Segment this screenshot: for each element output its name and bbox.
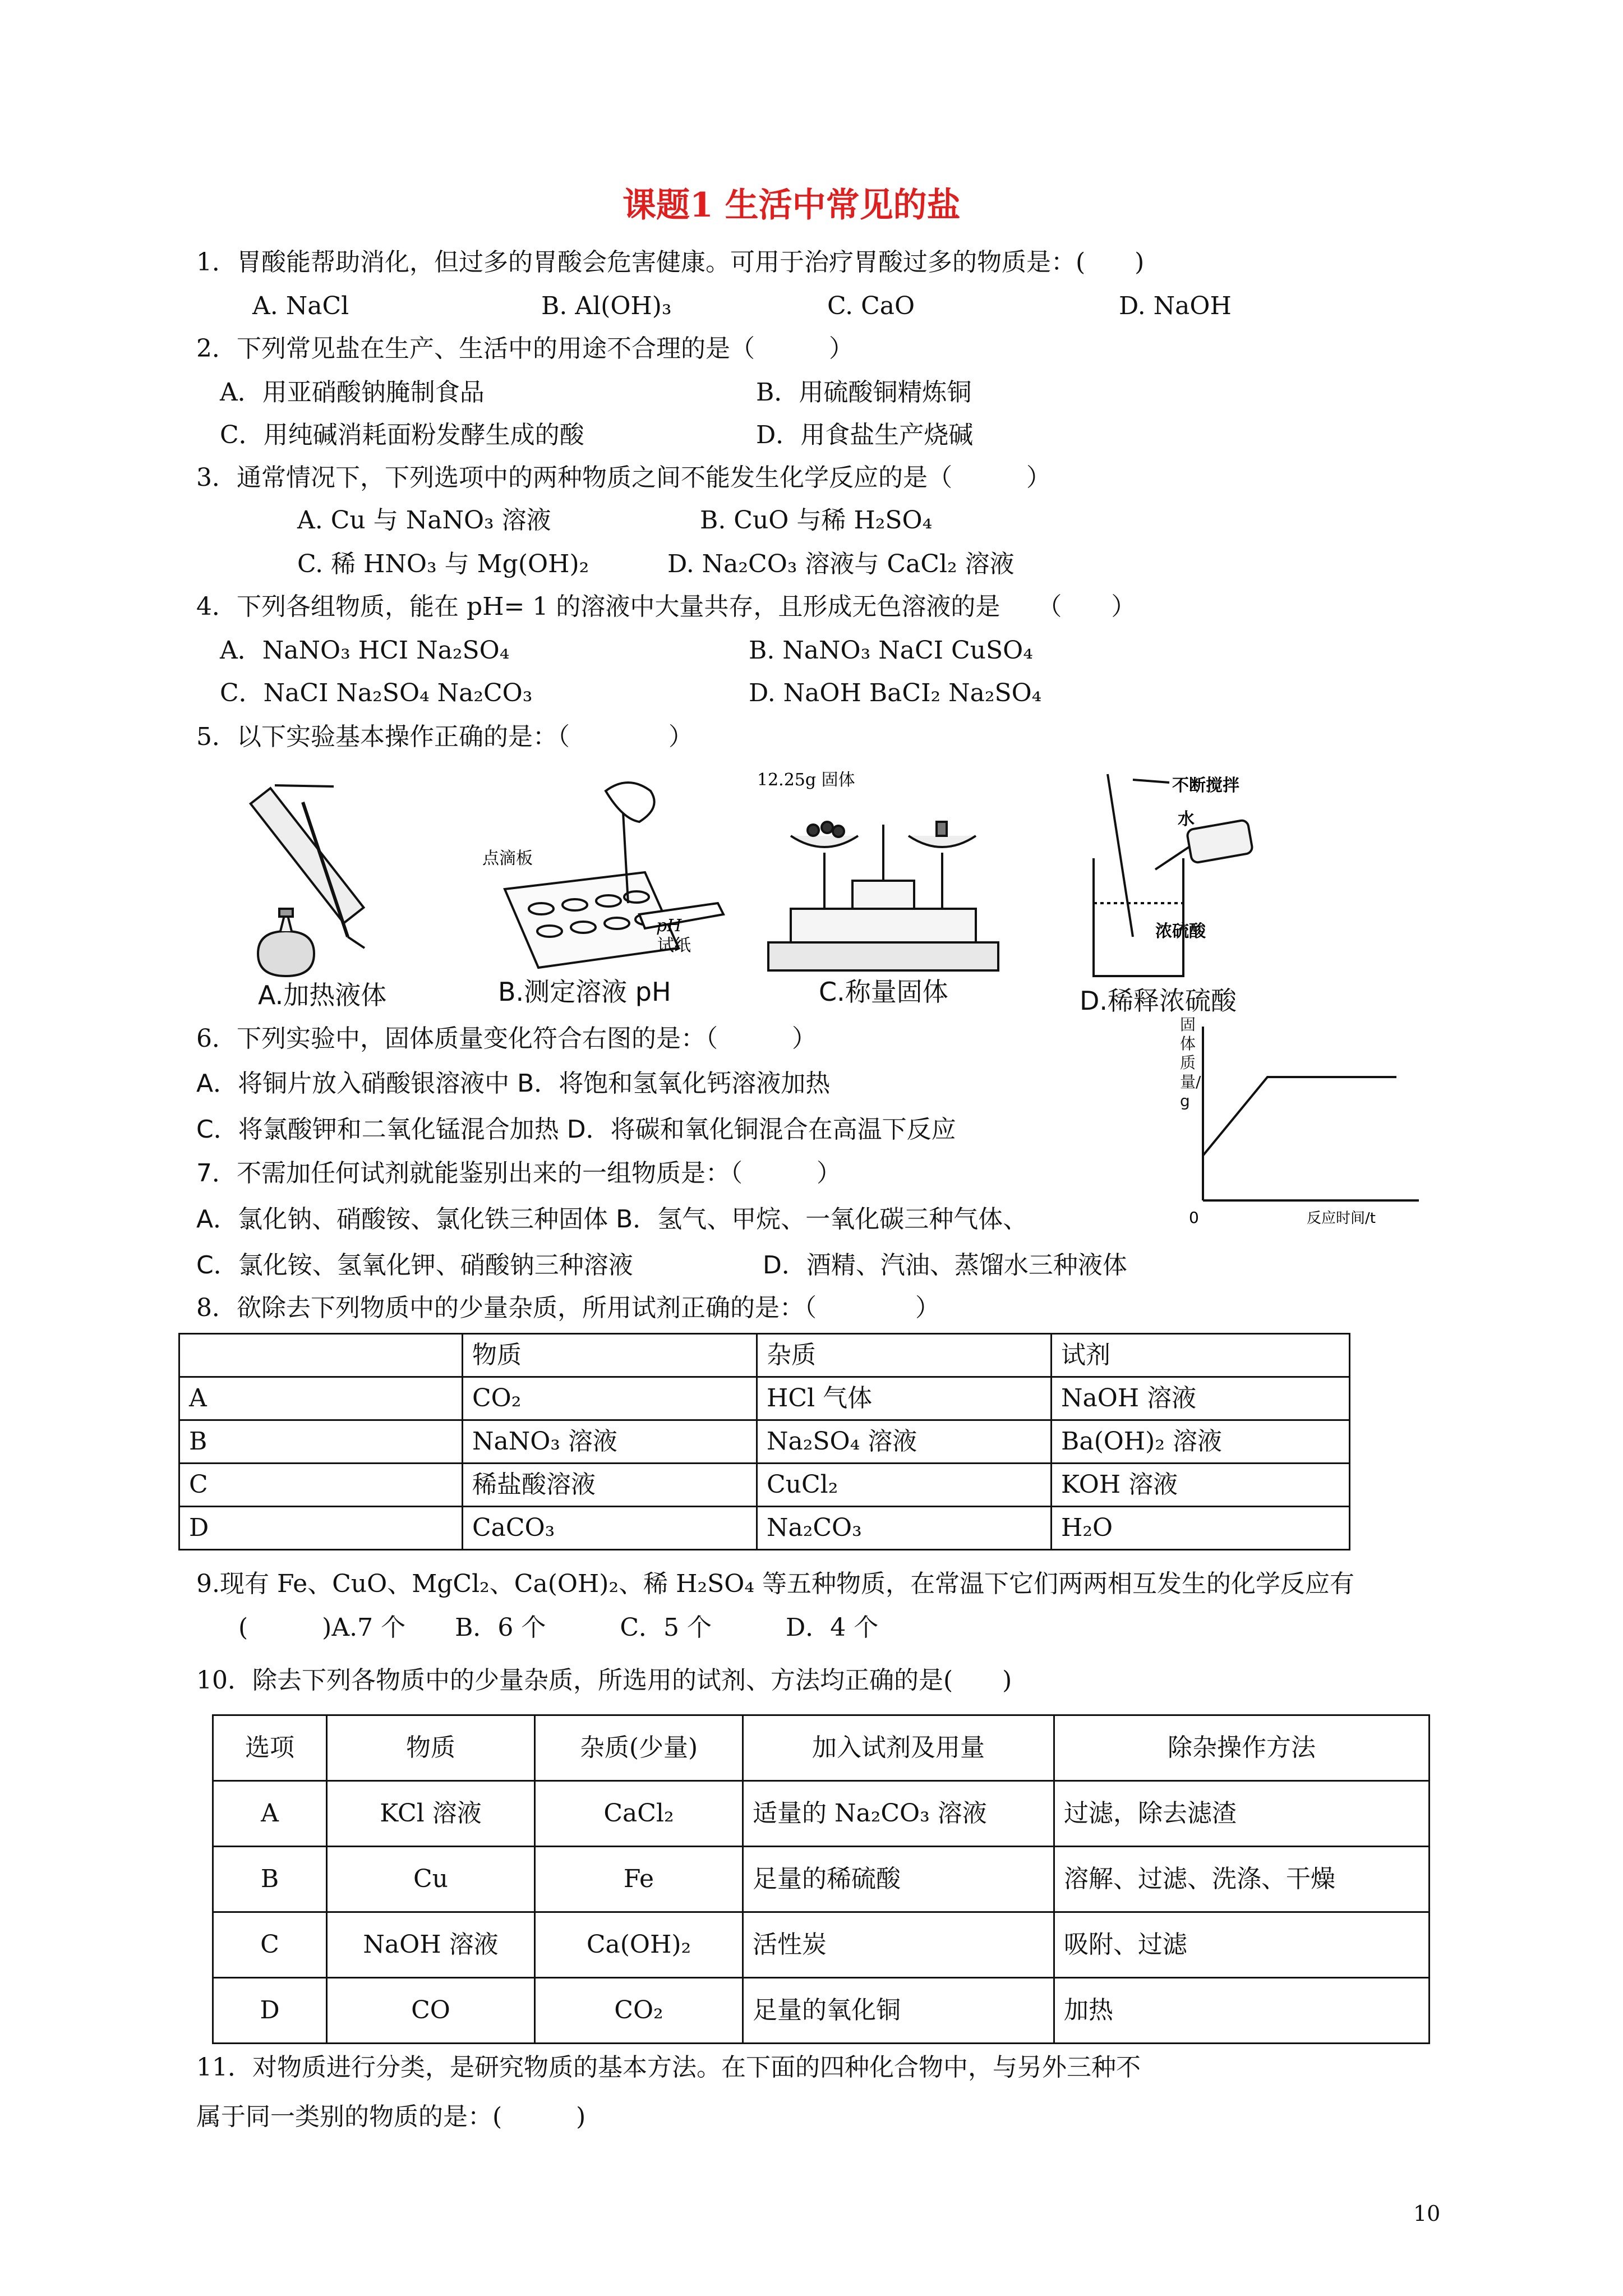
q2-option-b: B．用硫酸铜精炼铜 [756,378,972,407]
header-cell: 杂质 [757,1334,1052,1377]
page-number: 10 [1413,2201,1441,2226]
q2-option-d: D．用食盐生产烧碱 [756,421,974,449]
header-cell: 选项 [213,1715,327,1781]
table-cell: B [179,1420,463,1464]
table-cell: CaCl₂ [535,1781,743,1847]
label-test-paper: 试纸 [657,936,691,955]
header-cell: 物质 [463,1334,757,1377]
header-cell: 除杂操作方法 [1054,1715,1430,1781]
table-row [179,1420,1350,1464]
q6-options-ab: A．将铜片放入硝酸银溶液中 B．将饱和氢氧化钙溶液加热 [196,1069,831,1098]
label-conc-acid: 浓硫酸 [1155,922,1206,941]
header-cell: 加入试剂及用量 [743,1715,1054,1781]
label-water: 水 [1178,809,1195,829]
table-cell: CO₂ [535,1978,743,2044]
table-row [179,1377,1350,1420]
graph-curve [1203,1077,1396,1156]
table-cell: CO₂ [463,1377,757,1420]
q1-option-d: D. NaOH [1119,292,1232,320]
table-cell: D [179,1507,463,1550]
q3-option-d: D. Na₂CO₃ 溶液与 CaCl₂ 溶液 [667,550,1015,578]
q11-line2: 属于同一类别的物质的是：( ) [196,2102,586,2131]
q3-option-c: C. 稀 HNO₃ 与 Mg(OH)₂ [297,550,589,578]
q7-stem: 7．不需加任何试剂就能鉴别出来的一组物质是：（ ） [196,1159,841,1188]
q10-table [212,1714,1430,2044]
table-cell: CaCO₃ [463,1507,757,1550]
table-cell: 稀盐酸溶液 [463,1464,757,1507]
q9-line2: ( )A.7 个 B．6 个 C．5 个 D．4 个 [238,1613,879,1642]
graph-x-label: 反应时间/t [1307,1210,1376,1227]
caption-b: B.测定溶液 pH [498,977,671,1007]
q11-line1: 11．对物质进行分类，是研究物质的基本方法。在下面的四种化合物中，与另外三种不 [196,2053,1141,2082]
q3-option-b: B. CuO 与稀 H₂SO₄ [700,506,933,535]
table-cell: KCl 溶液 [327,1781,535,1847]
q2-option-a: A．用亚硝酸钠腌制食品 [220,378,485,407]
q2-option-c: C．用纯碱消耗面粉发酵生成的酸 [220,421,584,449]
q1-stem: 1．胃酸能帮助消化，但过多的胃酸会危害健康。可用于治疗胃酸过多的物质是：( ) [196,248,1145,277]
page-title: 课题1 生活中常见的盐 [623,186,961,225]
table-cell: Ba(OH)₂ 溶液 [1052,1420,1350,1464]
label-solid-mass: 12.25g 固体 [757,770,855,790]
table-header-row [213,1715,1430,1781]
table-cell: 足量的稀硫酸 [743,1847,1054,1912]
header-cell: 物质 [327,1715,535,1781]
table-row [213,1781,1430,1847]
table-cell: Na₂SO₄ 溶液 [757,1420,1052,1464]
table-row [213,1978,1430,2044]
q1-option-a: A. NaCl [252,292,349,320]
header-cell [179,1334,463,1377]
dilution-illustration [1094,774,1253,976]
q2-stem: 2．下列常见盐在生产、生活中的用途不合理的是（ ） [196,334,854,363]
table-cell: NaOH 溶液 [1052,1377,1350,1420]
q4-option-c: C．NaCI Na₂SO₄ Na₂CO₃ [220,679,533,707]
table-cell: CuCl₂ [757,1464,1052,1507]
table-cell: 足量的氧化铜 [743,1978,1054,2044]
caption-a: A.加热液体 [258,980,387,1010]
q4-option-b: B. NaNO₃ NaCI CuSO₄ [749,636,1033,665]
balance-illustration [768,822,998,970]
solid-mass-graph [1172,1015,1430,1240]
caption-d: D.稀释浓硫酸 [1080,986,1237,1016]
table-cell: 溶解、过滤、洗涤、干燥 [1054,1847,1430,1912]
caption-c: C.称量固体 [819,977,948,1007]
q7-options-ab: A．氯化钠、硝酸铵、氯化铁三种固体 B．氢气、甲烷、一氧化碳三种气体、 [196,1205,1028,1234]
table-cell: C [179,1464,463,1507]
q10-stem: 10．除去下列各物质中的少量杂质，所选用的试剂、方法均正确的是( ) [196,1666,1012,1695]
q3-stem: 3．通常情况下，下列选项中的两种物质之间不能发生化学反应的是（ ） [196,463,1051,492]
table-cell: 过滤，除去滤渣 [1054,1781,1430,1847]
table-cell: Ca(OH)₂ [535,1912,743,1978]
table-cell: 适量的 Na₂CO₃ 溶液 [743,1781,1054,1847]
table-cell: Na₂CO₃ [757,1507,1052,1550]
graph-y-label: 固体质量/g [1180,1015,1201,1110]
table-cell: KOH 溶液 [1052,1464,1350,1507]
table-row [179,1507,1350,1550]
q7-option-c: C．氯化铵、氢氧化钾、硝酸钠三种溶液 [196,1251,633,1280]
table-cell: C [213,1912,327,1978]
q5-apparatus-figure [236,769,1441,1004]
q4-option-a: A．NaNO₃ HCI Na₂SO₄ [220,636,510,665]
q9-line1: 9.现有 Fe、CuO、MgCl₂、Ca(OH)₂、稀 H₂SO₄ 等五种物质，在常温下它们两两相互发生的化学反应有 [196,1570,1354,1598]
q4-stem: 4．下列各组物质，能在 pH= 1 的溶液中大量共存，且形成无色溶液的是 （ ） [196,592,1136,621]
q1-option-b: B. Al(OH)₃ [541,292,672,320]
table-cell: NaNO₃ 溶液 [463,1420,757,1464]
q7-option-d: D．酒精、汽油、蒸馏水三种液体 [763,1251,1127,1280]
header-cell: 杂质(少量) [535,1715,743,1781]
table-row [213,1912,1430,1978]
table-cell: A [179,1377,463,1420]
table-cell: CO [327,1978,535,2044]
label-stir: 不断搅拌 [1172,776,1239,795]
q1-option-c: C. CaO [827,292,915,320]
table-cell: A [213,1781,327,1847]
label-ph: pH [656,916,682,936]
q5-stem: 5．以下实验基本操作正确的是：（ ） [196,723,693,751]
table-cell: B [213,1847,327,1912]
table-cell: 活性炭 [743,1912,1054,1978]
q8-stem: 8．欲除去下列物质中的少量杂质，所用试剂正确的是：（ ） [196,1294,940,1322]
table-cell: Cu [327,1847,535,1912]
table-row [179,1464,1350,1507]
table-cell: H₂O [1052,1507,1350,1550]
q6-options-cd: C．将氯酸钾和二氧化锰混合加热 D．将碳和氧化铜混合在高温下反应 [196,1115,956,1144]
table-cell: D [213,1978,327,2044]
q3-option-a: A. Cu 与 NaNO₃ 溶液 [297,506,551,535]
q6-stem: 6．下列实验中，固体质量变化符合右图的是：（ ） [196,1024,817,1053]
table-cell: HCl 气体 [757,1377,1052,1420]
table-cell: 加热 [1054,1978,1430,2044]
q4-option-d: D. NaOH BaCI₂ Na₂SO₄ [749,679,1042,707]
label-drip-plate: 点滴板 [482,849,533,868]
heating-liquid-illustration [251,785,365,976]
header-cell: 试剂 [1052,1334,1350,1377]
graph-origin-label: 0 [1189,1208,1199,1227]
table-cell: NaOH 溶液 [327,1912,535,1978]
table-row [213,1847,1430,1912]
table-cell: Fe [535,1847,743,1912]
q8-table [178,1333,1350,1550]
table-cell: 吸附、过滤 [1054,1912,1430,1978]
table-header-row [179,1334,1350,1377]
